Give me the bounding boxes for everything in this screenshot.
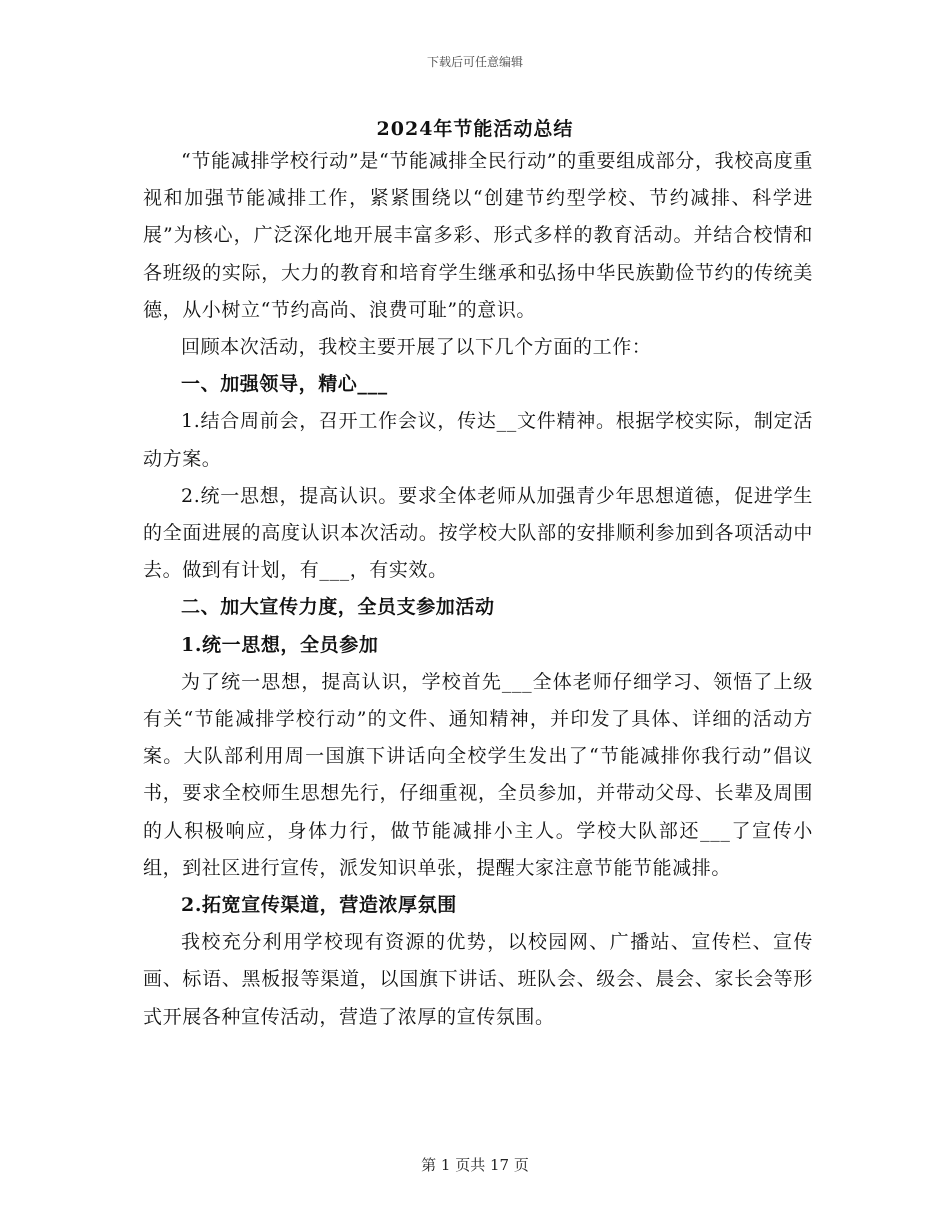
section-1-item-2: 2.统一思想，提高认识。要求全体老师从加强青少年思想道德，促进学生的全面进展的高度认识本次活动。按学校大队部的安排顺利参加到各项活动中去。做到有计划，有___，有实效。 bbox=[143, 484, 813, 582]
review-paragraph: 回顾本次活动，我校主要开展了以下几个方面的工作： bbox=[181, 336, 652, 359]
section-heading-1: 一、加强领导，精心___ bbox=[181, 373, 388, 396]
page-footer: 第 1 页共 17 页 bbox=[421, 1156, 529, 1174]
section-heading-2: 二、加大宣传力度，全员支参加活动 bbox=[181, 596, 495, 619]
page-header: 下载后可任意编辑 bbox=[426, 55, 523, 69]
intro-paragraph: “节能减排学校行动”是“节能减排全民行动”的重要组成部分，我校高度重视和加强节能减排工作，紧紧围绕以“创建节约型学校、节约减排、科学进展”为核心，广泛深化地开展丰富多彩、形式多样的教育活动。并结合校情和各班级的实际，大力的教育和培育学生继承和弘扬中华民族勤俭节约的传统美德，从小树立“节约高尚、浪费可耻”的意识。 bbox=[143, 150, 813, 321]
document-body bbox=[143, 143, 813, 1036]
subsection-2-1-paragraph: 为了统一思想，提高认识，学校首先___全体老师仔细学习、领悟了上级有关“节能减排学校行动”的文件、通知精神，并印发了具体、详细的活动方案。大队部利用周一国旗下讲话向全校学生发出了“节能减排你我行动”倡议书，要求全校师生思想先行，仔细重视，全员参加，并带动父母、长辈及周围的人积极响应，身体力行，做节能减排小主人。学校大队部还___了宣传小组，到社区进行宣传，派发知识单张，提醒大家注意节能节能减排。 bbox=[143, 670, 813, 879]
section-1-item-1: 1.结合周前会，召开工作会议，传达__文件精神。根据学校实际，制定活动方案。 bbox=[143, 410, 813, 470]
subsection-heading-2-2: 2.拓宽宣传渠道，营造浓厚氛围 bbox=[181, 894, 457, 917]
document-title: 2024年节能活动总结 bbox=[376, 118, 574, 140]
subsection-heading-2-1: 1.统一思想，全员参加 bbox=[181, 633, 379, 656]
subsection-2-2-paragraph: 我校充分利用学校现有资源的优势，以校园网、广播站、宣传栏、宣传画、标语、黑板报等渠道，以国旗下讲话、班队会、级会、晨会、家长会等形式开展各种宣传活动，营造了浓厚的宣传氛围。 bbox=[143, 931, 813, 1028]
